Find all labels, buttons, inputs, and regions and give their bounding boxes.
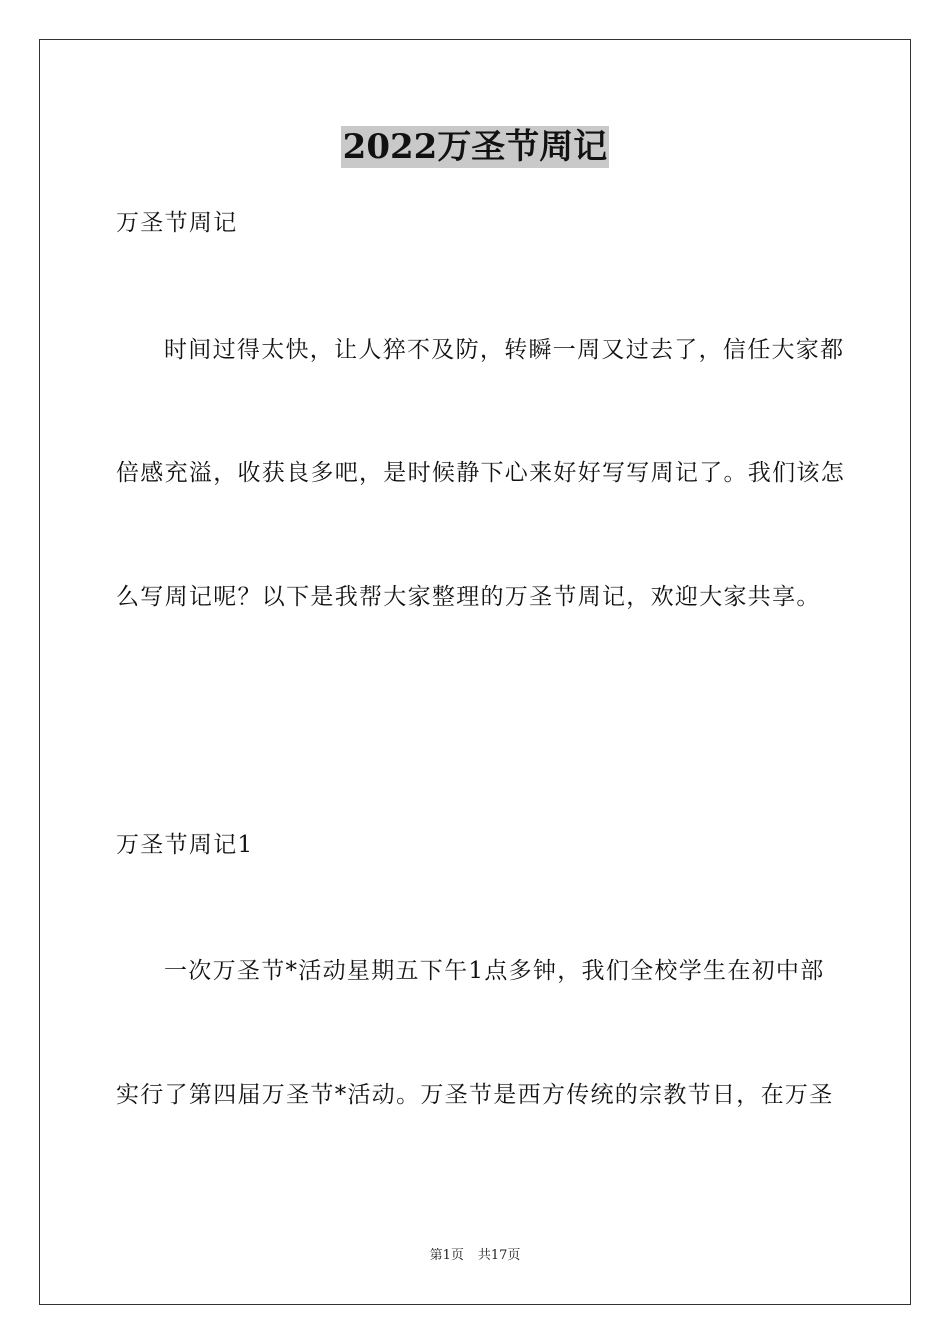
paragraph-line: 时间过得太快，让人猝不及防，转瞬一周又过去了，信任大家都 [164,337,845,363]
page-number: 第1页 [429,1248,464,1263]
title-container [0,126,950,168]
section-heading: 万圣节周记1 [116,832,254,858]
paragraph-line: 实行了第四届万圣节*活动。万圣节是西方传统的宗教节日，在万圣 [116,1082,834,1108]
document-subtitle: 万圣节周记 [116,210,238,236]
paragraph-line: 一次万圣节*活动星期五下午1点多钟，我们全校学生在初中部 [164,958,825,984]
page-total: 共17页 [477,1248,521,1263]
paragraph-line: 么写周记呢？以下是我帮大家整理的万圣节周记，欢迎大家共享。 [116,584,821,610]
page-footer [0,1247,950,1265]
paragraph-line: 倍感充溢，收获良多吧，是时候静下心来好好写写周记了。我们该怎 [116,460,845,486]
document-title: 2022万圣节周记 [342,127,608,167]
